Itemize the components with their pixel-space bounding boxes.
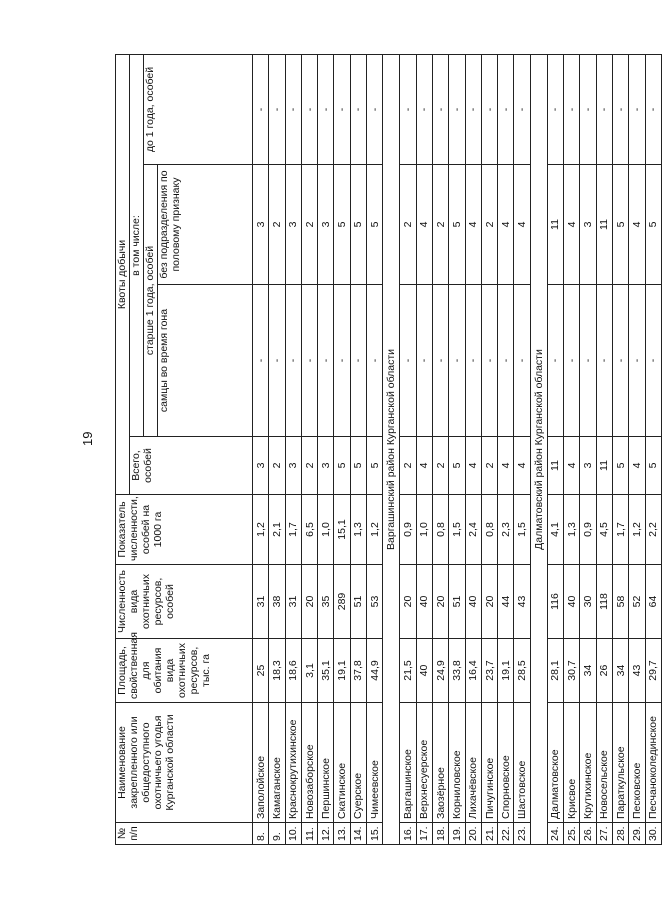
row-area: 25 (253, 639, 269, 703)
row-name: Варгашинское (400, 703, 416, 823)
table-row (285, 54, 301, 844)
row-name: Лихачёвское (465, 703, 481, 823)
row-population: 20 (301, 565, 317, 639)
row-undivided: 5 (449, 165, 465, 285)
row-undivided: 2 (400, 165, 416, 285)
row-total: 3 (285, 437, 301, 495)
row-males: - (432, 285, 448, 437)
row-population: 43 (514, 565, 530, 639)
table-row (432, 54, 448, 844)
region-heading: Далматовский район Курганской области (530, 54, 547, 844)
header-name: Наименование закрепленного или общедоступного охотничьего угодья Курганской области (116, 703, 253, 823)
row-population: 116 (547, 565, 563, 639)
row-under1: - (253, 54, 269, 164)
row-total: 2 (432, 437, 448, 495)
row-name: Параткульское (612, 703, 628, 823)
row-under1: - (400, 54, 416, 164)
row-population: 53 (367, 565, 383, 639)
row-density: 1,0 (416, 495, 432, 565)
row-population: 40 (564, 565, 580, 639)
table-row (465, 54, 481, 844)
header-total: Всего, особей (130, 437, 253, 495)
row-area: 35,1 (318, 639, 334, 703)
row-total: 3 (318, 437, 334, 495)
row-total: 5 (612, 437, 628, 495)
row-num: 19. (449, 823, 465, 845)
row-males: - (465, 285, 481, 437)
header-males: самцы во время гона (158, 285, 253, 437)
table-row (547, 54, 563, 844)
table-row (400, 54, 416, 844)
row-num: 9. (269, 823, 285, 845)
row-total: 4 (416, 437, 432, 495)
row-name: Першинское (318, 703, 334, 823)
row-population: 64 (645, 565, 661, 639)
row-population: 58 (612, 565, 628, 639)
row-num: 14. (350, 823, 366, 845)
row-undivided: 4 (564, 165, 580, 285)
row-undivided: 3 (580, 165, 596, 285)
row-total: 5 (645, 437, 661, 495)
row-total: 4 (514, 437, 530, 495)
row-name: Суерское (350, 703, 366, 823)
table-row (301, 54, 317, 844)
row-undivided: 11 (547, 165, 563, 285)
row-total: 5 (350, 437, 366, 495)
row-name: Шастовское (514, 703, 530, 823)
row-population: 44 (498, 565, 514, 639)
row-num: 26. (580, 823, 596, 845)
row-under1: - (498, 54, 514, 164)
row-males: - (400, 285, 416, 437)
row-undivided: 3 (318, 165, 334, 285)
row-undivided: 5 (367, 165, 383, 285)
row-undivided: 4 (465, 165, 481, 285)
row-population: 289 (334, 565, 350, 639)
row-name: Новосельское (596, 703, 612, 823)
row-undivided: 4 (416, 165, 432, 285)
row-area: 29,7 (645, 639, 661, 703)
row-density: 0,8 (481, 495, 497, 565)
row-population: 31 (285, 565, 301, 639)
row-density: 1,5 (449, 495, 465, 565)
row-num: 13. (334, 823, 350, 845)
row-area: 18,3 (269, 639, 285, 703)
row-undivided: 5 (612, 165, 628, 285)
row-under1: - (334, 54, 350, 164)
row-population: 51 (449, 565, 465, 639)
row-total: 11 (547, 437, 563, 495)
row-density: 15,1 (334, 495, 350, 565)
row-total: 5 (334, 437, 350, 495)
row-name: Скатинское (334, 703, 350, 823)
table-body (253, 54, 662, 844)
table-row (449, 54, 465, 844)
row-population: 31 (253, 565, 269, 639)
row-num: 27. (596, 823, 612, 845)
row-undivided: 2 (301, 165, 317, 285)
row-under1: - (269, 54, 285, 164)
row-num: 25. (564, 823, 580, 845)
page-number: 19 (80, 431, 95, 446)
row-males: - (629, 285, 645, 437)
row-name: Заозёрное (432, 703, 448, 823)
header-older: старше 1 года, особей (144, 165, 158, 437)
row-name: Далматовское (547, 703, 563, 823)
row-population: 40 (465, 565, 481, 639)
row-area: 21,5 (400, 639, 416, 703)
row-under1: - (596, 54, 612, 164)
table-row (564, 54, 580, 844)
table-row (481, 54, 497, 844)
row-num: 29. (629, 823, 645, 845)
row-density: 1,2 (629, 495, 645, 565)
row-name: Корниловское (449, 703, 465, 823)
row-under1: - (301, 54, 317, 164)
row-num: 22. (498, 823, 514, 845)
row-num: 28. (612, 823, 628, 845)
row-undivided: 11 (596, 165, 612, 285)
row-total: 3 (580, 437, 596, 495)
row-name: Пичугинское (481, 703, 497, 823)
row-population: 20 (432, 565, 448, 639)
row-name: Крутихинское (580, 703, 596, 823)
row-males: - (367, 285, 383, 437)
row-total: 2 (400, 437, 416, 495)
row-num: 21. (481, 823, 497, 845)
row-under1: - (580, 54, 596, 164)
table-row (596, 54, 612, 844)
row-num: 10. (285, 823, 301, 845)
row-population: 118 (596, 565, 612, 639)
row-undivided: 2 (481, 165, 497, 285)
region-heading: Варгашинский район Курганской области (383, 54, 400, 844)
row-males: - (318, 285, 334, 437)
row-males: - (334, 285, 350, 437)
row-density: 1,3 (564, 495, 580, 565)
row-males: - (253, 285, 269, 437)
row-undivided: 5 (645, 165, 661, 285)
row-total: 5 (367, 437, 383, 495)
row-undivided: 3 (285, 165, 301, 285)
row-name: Чимеевское (367, 703, 383, 823)
row-area: 26 (596, 639, 612, 703)
row-total: 4 (465, 437, 481, 495)
row-area: 3,1 (301, 639, 317, 703)
row-density: 4,5 (596, 495, 612, 565)
row-undivided: 2 (269, 165, 285, 285)
region-row (383, 54, 400, 844)
table-row (334, 54, 350, 844)
row-name: Новозаборское (301, 703, 317, 823)
row-undivided: 4 (514, 165, 530, 285)
row-name: Краснокрутихинское (285, 703, 301, 823)
row-under1: - (449, 54, 465, 164)
row-under1: - (564, 54, 580, 164)
row-under1: - (514, 54, 530, 164)
row-males: - (596, 285, 612, 437)
row-total: 2 (269, 437, 285, 495)
row-total: 5 (449, 437, 465, 495)
row-density: 2,2 (645, 495, 661, 565)
row-total: 2 (481, 437, 497, 495)
row-males: - (481, 285, 497, 437)
table-row (416, 54, 432, 844)
row-males: - (269, 285, 285, 437)
row-num: 23. (514, 823, 530, 845)
row-name: Камаганское (269, 703, 285, 823)
row-males: - (350, 285, 366, 437)
row-population: 40 (416, 565, 432, 639)
row-undivided: 5 (334, 165, 350, 285)
row-area: 34 (612, 639, 628, 703)
row-area: 16,4 (465, 639, 481, 703)
row-under1: - (285, 54, 301, 164)
table-row (318, 54, 334, 844)
row-name: Крисвое (564, 703, 580, 823)
row-num: 18. (432, 823, 448, 845)
row-under1: - (547, 54, 563, 164)
row-under1: - (612, 54, 628, 164)
header-including: в том числе: (130, 54, 144, 436)
row-area: 43 (629, 639, 645, 703)
row-density: 1,3 (350, 495, 366, 565)
row-area: 18,6 (285, 639, 301, 703)
row-total: 4 (629, 437, 645, 495)
row-undivided: 4 (629, 165, 645, 285)
row-num: 20. (465, 823, 481, 845)
row-name: Спорновское (498, 703, 514, 823)
row-undivided: 2 (432, 165, 448, 285)
row-num: 30. (645, 823, 661, 845)
row-population: 52 (629, 565, 645, 639)
row-num: 24. (547, 823, 563, 845)
header-density: Показатель численности, особей на 1000 га (116, 495, 253, 565)
row-name: Заполойское (253, 703, 269, 823)
row-area: 23,7 (481, 639, 497, 703)
row-males: - (449, 285, 465, 437)
row-density: 1,7 (285, 495, 301, 565)
row-density: 2,4 (465, 495, 481, 565)
row-area: 44,9 (367, 639, 383, 703)
row-under1: - (318, 54, 334, 164)
row-density: 0,9 (400, 495, 416, 565)
row-total: 4 (564, 437, 580, 495)
row-density: 1,7 (612, 495, 628, 565)
table-row (498, 54, 514, 844)
row-area: 28,5 (514, 639, 530, 703)
row-undivided: 5 (350, 165, 366, 285)
row-num: 15. (367, 823, 383, 845)
row-name: Песчаноколединское (645, 703, 661, 823)
row-num: 17. (416, 823, 432, 845)
row-density: 2,1 (269, 495, 285, 565)
row-under1: - (645, 54, 661, 164)
row-area: 34 (580, 639, 596, 703)
row-under1: - (416, 54, 432, 164)
table-row (645, 54, 661, 844)
table-row (580, 54, 596, 844)
row-population: 20 (400, 565, 416, 639)
quota-table-rotated (115, 55, 660, 845)
row-males: - (498, 285, 514, 437)
table-row (629, 54, 645, 844)
row-num: 12. (318, 823, 334, 845)
table-row (612, 54, 628, 844)
header-area: Площадь, свойственная для обитания вида охотничьих ресурсов, тыс. га (116, 639, 253, 703)
row-population: 35 (318, 565, 334, 639)
header-quotas: Квоты добычи (116, 54, 130, 494)
row-population: 20 (481, 565, 497, 639)
row-undivided: 3 (253, 165, 269, 285)
row-area: 19,1 (498, 639, 514, 703)
row-density: 2,3 (498, 495, 514, 565)
row-area: 28,1 (547, 639, 563, 703)
row-males: - (612, 285, 628, 437)
row-males: - (547, 285, 563, 437)
row-males: - (416, 285, 432, 437)
row-males: - (645, 285, 661, 437)
row-density: 1,0 (318, 495, 334, 565)
quota-table (115, 54, 662, 845)
row-num: 8. (253, 823, 269, 845)
row-area: 30,7 (564, 639, 580, 703)
row-density: 4,1 (547, 495, 563, 565)
table-row (367, 54, 383, 844)
row-males: - (514, 285, 530, 437)
header-under1: до 1 года, особей (144, 54, 253, 164)
row-area: 37,8 (350, 639, 366, 703)
row-density: 0,9 (580, 495, 596, 565)
row-area: 33,8 (449, 639, 465, 703)
row-undivided: 4 (498, 165, 514, 285)
region-row (530, 54, 547, 844)
row-males: - (564, 285, 580, 437)
row-num: 11. (301, 823, 317, 845)
row-under1: - (629, 54, 645, 164)
row-total: 3 (253, 437, 269, 495)
row-num: 16. (400, 823, 416, 845)
row-total: 4 (498, 437, 514, 495)
header-population: Численность вида охотничьих ресурсов, особей (116, 565, 253, 639)
row-under1: - (432, 54, 448, 164)
row-under1: - (465, 54, 481, 164)
row-name: Песковское (629, 703, 645, 823)
row-total: 11 (596, 437, 612, 495)
header-num: № п/п (116, 823, 253, 845)
row-density: 1,2 (367, 495, 383, 565)
row-males: - (580, 285, 596, 437)
row-density: 1,2 (253, 495, 269, 565)
row-under1: - (481, 54, 497, 164)
row-density: 0,8 (432, 495, 448, 565)
row-males: - (285, 285, 301, 437)
row-males: - (301, 285, 317, 437)
row-under1: - (367, 54, 383, 164)
row-area: 40 (416, 639, 432, 703)
header-undivided: без подразделения по половому признаку (158, 165, 253, 285)
table-row (253, 54, 269, 844)
row-area: 24,9 (432, 639, 448, 703)
row-area: 19,1 (334, 639, 350, 703)
row-population: 51 (350, 565, 366, 639)
row-population: 30 (580, 565, 596, 639)
table-row (269, 54, 285, 844)
row-population: 38 (269, 565, 285, 639)
table-row (514, 54, 530, 844)
row-name: Верхнесуерское (416, 703, 432, 823)
row-under1: - (350, 54, 366, 164)
row-density: 6,5 (301, 495, 317, 565)
table-row (350, 54, 366, 844)
row-total: 2 (301, 437, 317, 495)
row-density: 1,5 (514, 495, 530, 565)
